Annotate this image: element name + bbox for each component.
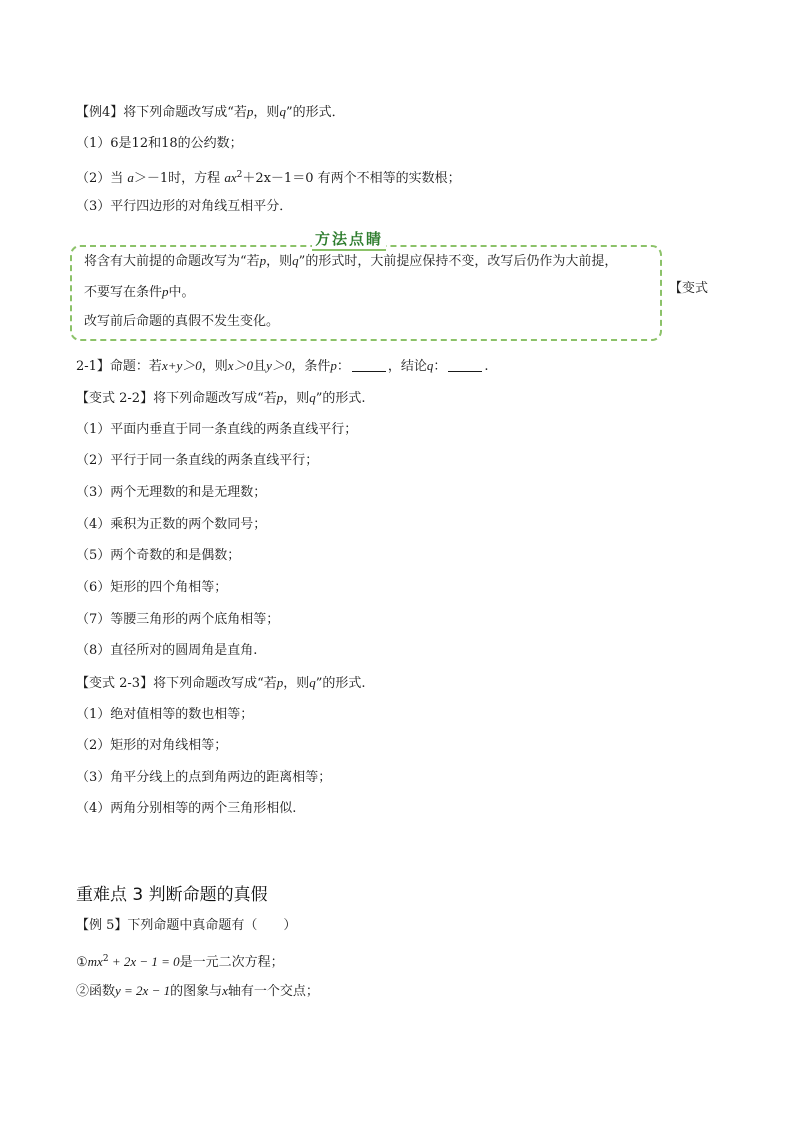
answer-blank-p[interactable] [352, 359, 386, 372]
variant22-item-3: （3）两个无理数的和是无理数； [76, 485, 267, 500]
variant22-item-7: （7）等腰三角形的两个底角相等； [76, 612, 280, 627]
variant-label: 【变式 [669, 281, 709, 296]
method-tip-line-3: 改写前后命题的真假不发生变化。 [84, 314, 280, 329]
method-tip-line-2: 不要写在条件p中。 [84, 284, 195, 300]
variant22-item-2: （2）平行于同一条直线的两条直线平行； [76, 453, 319, 468]
variant22-title: 【变式 2-2】将下列命题改写成“若p，则q”的形式. [76, 390, 366, 406]
answer-blank-q[interactable] [448, 359, 482, 372]
example4-item-1: （1）6是12和18的公约数； [76, 136, 243, 151]
example5-item-1: $①mx^2 + 2x - 1 = 0$是一元二次方程； [76, 954, 284, 970]
variant23-title: 【变式 2-3】将下列命题改写成“若p，则q”的形式. [76, 675, 366, 691]
variant22-item-6: （6）矩形的四个角相等； [76, 580, 228, 595]
example4-title: 【例4】将下列命题改写成“若p，则q”的形式． [76, 104, 345, 120]
variant23-item-3: （3）角平分线上的点到角两边的距离相等； [76, 770, 332, 785]
method-tip-line-1: 将含有大前提的命题改写为“若p，则q”的形式时，大前提应保持不变，改写后仍作为大前提， [84, 253, 618, 269]
example5-item-2: ②函数y = 2x − 1的图象与x轴有一个交点； [76, 983, 319, 999]
variant23-item-4: （4）两角分别相等的两个三角形相似. [76, 801, 297, 816]
variant22-item-8: （8）直径所对的圆周角是直角. [76, 643, 258, 658]
example5-title: 【例 5】下列命题中真命题有（ ） [76, 918, 297, 933]
variant22-item-5: （5）两个奇数的和是偶数； [76, 548, 241, 563]
variant23-item-2: （2）矩形的对角线相等； [76, 738, 228, 753]
variant22-item-4: （4）乘积为正数的两个数同号； [76, 517, 267, 532]
variant23-item-1: （1）绝对值相等的数也相等； [76, 707, 254, 722]
example4-item-3: （3）平行四边形的对角线互相平分． [76, 199, 293, 214]
example4-item-2: （2）当 a＞－1时，方程 $ax^2+2x-1=0$ 有两个不相等的实数根； [76, 170, 461, 186]
section-heading: 重难点 3 判断命题的真假 [76, 885, 268, 905]
method-tip-title: 方法点睛 [312, 228, 386, 251]
variant22-item-1: （1）平面内垂直于同一条直线的两条直线平行； [76, 422, 358, 437]
variant21-question: 2-1】命题：若x+y＞0，则x＞0且y＞0，条件p： ，结论q： . [76, 358, 489, 374]
